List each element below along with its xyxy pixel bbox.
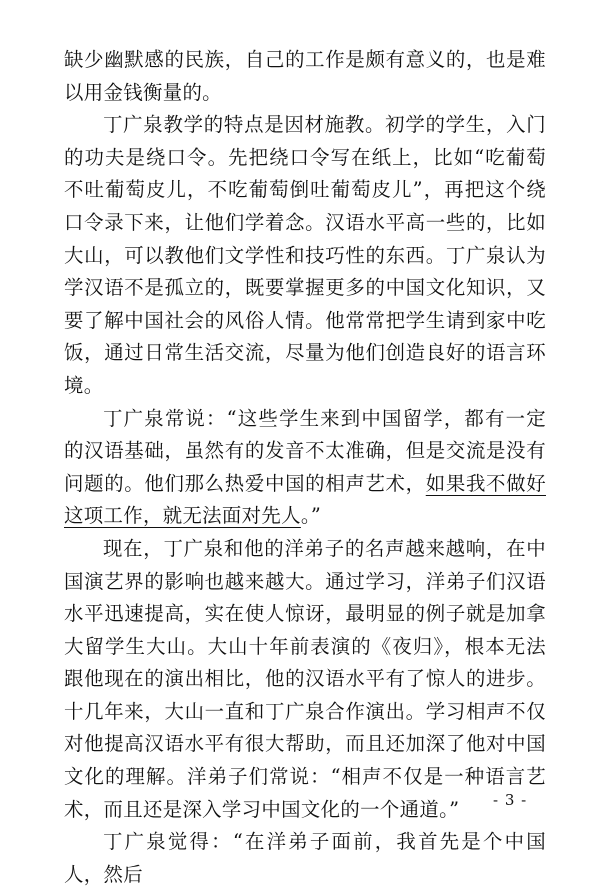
paragraph-4: 现在，丁广泉和他的洋弟子的名声越来越响，在中国演艺界的影响也越来越大。通过学习，洋弟子们汉语水平迅速提高，实在使人惊讶，最明显的例子就是加拿大留学生大山。大山十年前表演的《夜归》，根本无法跟他现在的演出相比，他的汉语水平有了惊人的进步。十几年来，大山一直和丁广泉合作演出。学习相声不仅对他提高汉语水平有很大帮助，而且还加深了他对中国文化的理解。洋弟子们常说：“相声不仅是一种语言艺术，而且还是深入学习中国文化的一个通道。” — [64, 536, 546, 821]
paragraph-3-text-before: 丁广泉常说：“这些学生来到中国留学，都有一定的汉语基础，虽然有的发音不太准确，但是交流是没有问题的。他们那么热爱中国的相声艺术， — [64, 406, 546, 495]
text-body — [64, 44, 546, 891]
paragraph-1: 缺少幽默感的民族，自己的工作是颇有意义的，也是难以用金钱衡量的。 — [64, 48, 546, 104]
underlined-quote: 如果我不做好这项工作，就无法面对先人 — [64, 471, 546, 528]
paragraph-3 — [64, 403, 546, 533]
paragraph-3-text-after: 。” — [300, 504, 322, 528]
page-number: - 3 - — [493, 791, 528, 809]
paragraph-2: 丁广泉教学的特点是因材施教。初学的学生，入门的功夫是绕口令。先把绕口令写在纸上，比如“吃葡萄不吐葡萄皮儿，不吃葡萄倒吐葡萄皮儿”，再把这个绕口令录下来，让他们学着念。汉语水平高一些的，比如大山，可以教他们文学性和技巧性的东西。丁广泉认为学汉语不是孤立的，既要掌握更多的中国文化知识，又要了解中国社会的风俗人情。他常常把学生请到家中吃饭，通过日常生活交流，尽量为他们创造良好的语言环境。 — [64, 113, 546, 397]
paragraph-5: 丁广泉觉得：“在洋弟子面前，我首先是个中国人，然后 — [64, 830, 546, 886]
